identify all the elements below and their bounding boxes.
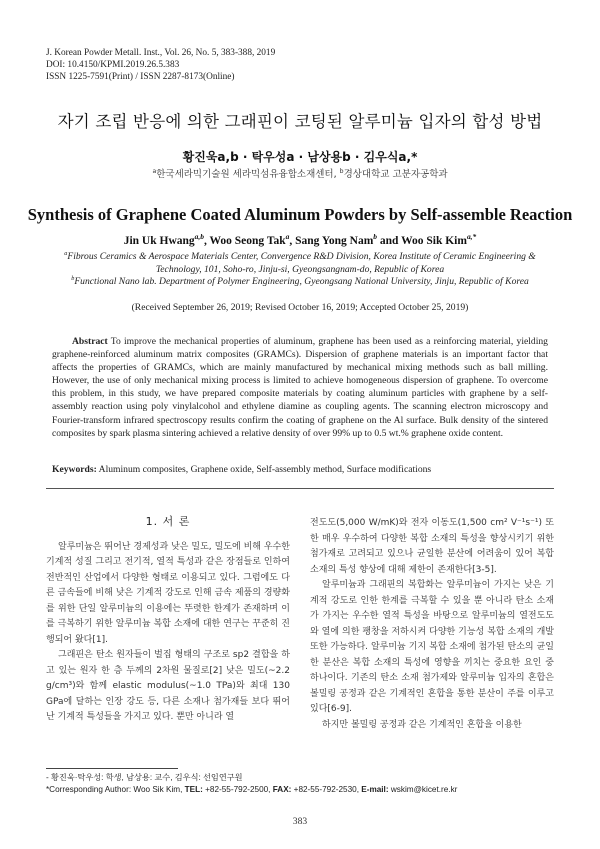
body-right-column [310,516,554,733]
body-left-column [46,514,290,726]
body-paragraph: 하지만 볼밀링 공정과 같은 기계적인 혼합을 이용한 [322,719,522,730]
email-label: E-mail: [361,785,389,794]
english-authors: Jin Uk Hwang$^{a,b}$, Woo Seong Tak$^a$, Sang Yong Nam$^b$ and Woo Sik Kim$^{a,*}$ [123,232,477,247]
received-dates: (Received September 26, 2019; Revised October 16, 2019; Accepted October 25, 2019) [131,302,469,313]
section-heading-introduction: 1. 서 론 [145,515,191,528]
tel-label: TEL: [184,785,203,794]
footnote-roles: - 황진욱·탁우성: 학생, 남상용: 교수, 김우식: 선임연구원 [46,773,243,782]
fax-label: FAX: [272,785,292,794]
journal-doi: DOI: 10.4150/KPMI.2019.26.5.383 [46,60,180,70]
keywords-text: Aluminum composites, Graphene oxide, Self-assembly method, Surface modifications [98,464,432,475]
author-1: Jin Uk Hwang [123,235,195,247]
korean-affil-b: 경상대학교 고분자공학과 [343,169,448,180]
korean-author-list: 황진욱a,b · 탁우성a · 남상용b · 김우식a,* [182,150,418,164]
email-value: wskim@kicet.re.kr [388,785,458,794]
journal-issn: ISSN 1225-7591(Print) / ISSN 2287-8173(Online) [46,72,235,82]
journal-info [46,47,275,83]
abstract [52,335,548,440]
corresponding-author: *Corresponding Author: Woo Sik Kim, [46,785,185,794]
english-affil-a: Fibrous Ceramics & Aerospace Materials Center, Convergence R&D Division, Korea Institute of Ceramic Engineering & Technology, 101, Soho-ro, Jinju-si, Gyeongsangnam-do, Republic of Korea [67,251,536,275]
footnote-rule [46,768,178,769]
english-affiliations: $^a$Fibrous Ceramics & Aerospace Materials Center, Convergence R&D Division, Korea Institute of Ceramic Engineering & Technology, 101, Soho-ro, Jinju-si, Gyeongsangnam-do, Republic of Korea $^b$Functional Nano lab. Department of Polymer Engineering, Gyeongsang National University, Jinju, Republic of Korea [64,249,536,288]
body-paragraph: 알루미늄은 뛰어난 경제성과 낮은 밀도, 밀도에 비해 우수한 기계적 성질 그리고 전기적, 열적 특성과 같은 장점들로 인하여 전반적인 산업에서 다양한 형태로 이용되고 있다. 그럼에도 다른 금속들에 비해 낮은 기계적 강도로 인해 금속 제품의 경량화를 위한 단일 알루미늄의 이용에는 뚜렷한 한계가 존재하며 이를 극복하기 위한 알루미늄 복합 소재에 대한 연구는 꾸준히 진행되어 왔다[1]. [46,541,290,645]
tel-value: +82-55-792-2500, [202,785,273,794]
fax-value: +82-55-792-2530, [291,785,362,794]
footnote [46,772,554,796]
footnote-corresponding [46,784,554,796]
abstract-label: Abstract [72,336,108,347]
abstract-text: To improve the mechanical properties of aluminum, graphene has been used as a reinforcing material, yielding graphene-reinforced aluminum matrix composites (GRAMCs). Dispersion of graphene materials is an important factor that affects the properties of GRAMCs, which are mainly manufactured by mechanical mixing methods such as ball milling. However, the use of only mechanical mixing process is limited to achieve homogeneous dispersion of graphene. To overcome this problem, in this study, we have prepared composite materials by coating aluminum particles with graphene by a self-assembly reaction using poly vinylalcohol and ethylene diamine as coupling agents. The scanning electron microscopy and Fourier-transform infrared spectroscopy results confirm the coating of graphene on the Al surface. Bulk density of the sintered composites by spark plasma sintering achieved a relative density of over 99% up to 0.5 wt.% graphene oxide content. [52,336,548,439]
korean-title: 자기 조립 반응에 의한 그래핀이 코팅된 알루미늄 입자의 합성 방법 [57,112,543,131]
english-title: Synthesis of Graphene Coated Aluminum Powders by Self-assemble Reaction [27,205,573,224]
body-paragraph: 알루미늄과 그래핀의 복합화는 알루미늄이 가지는 낮은 기계적 강도로 인한 한계를 극복할 수 있을 뿐 아니라 탄소 소재가 가지는 우수한 열적 특성을 바탕으로 알루미늄의 열전도도와 열에 의한 팽창을 저하시켜 다양한 기능성 복합 소재의 개발 또한 가능하다. 알루미늄 기지 복합 소재에 첨가된 탄소의 균일한 분산은 복합 소재의 특성에 영향을 끼치는 중요한 요인 중 하나이다. 기존의 탄소 소재 첨가제와 알루미늄 입자의 혼합은 볼밀링 공정과 같은 기계적인 혼합을 통한 분산이 주를 이루고 있다[6-9]. [310,580,554,714]
korean-affil-a: 한국세라믹기술원 세라믹섬유융합소재센터, [156,169,340,180]
body-paragraph: 전도도(5,000 W/mK)와 전자 이동도(1,500 cm² V⁻¹s⁻¹) 또한 매우 우수하여 다양한 복합 소재의 특성을 향상시키기 위한 첨가재로 고려되고 있으나 균일한 분산에 어려움이 있어 복합 소재의 특성 향상에 대해 제한이 존재한다[3-5]. [310,518,554,575]
keywords [52,464,548,476]
keywords-label: Keywords: [52,464,97,475]
divider-rule [46,488,554,489]
author-4: Woo Sik Kim [401,235,467,247]
page-number: 383 [292,816,308,827]
author-2: Woo Seong Tak [209,235,286,247]
author-3: Sang Yong Nam [295,235,374,247]
body-paragraph: 그래핀은 탄소 원자들이 벌집 형태의 구조로 sp2 결합을 하고 있는 원자 한 층 두께의 2차원 물질로[2] 낮은 밀도(~2.2 g/cm³)와 함께 elastic modulus(~1.0 TPa)와 최대 130 GPa에 달하는 인장 강도 등, 다른 소재나 첨가재들 보다 뛰어난 기계적 특성들을 가지고 있다. 뿐만 아니라 열 [46,650,290,722]
journal-citation: J. Korean Powder Metall. Inst., Vol. 26, No. 5, 383-388, 2019 [46,48,276,58]
english-affil-b: Functional Nano lab. Department of Polymer Engineering, Gyeongsang National University, Jinju, Republic of Korea [74,276,529,288]
korean-affiliations: $^a$한국세라믹기술원 세라믹섬유융합소재센터, $^b$경상대학교 고분자공학과 [152,167,448,180]
korean-authors [0,148,600,165]
